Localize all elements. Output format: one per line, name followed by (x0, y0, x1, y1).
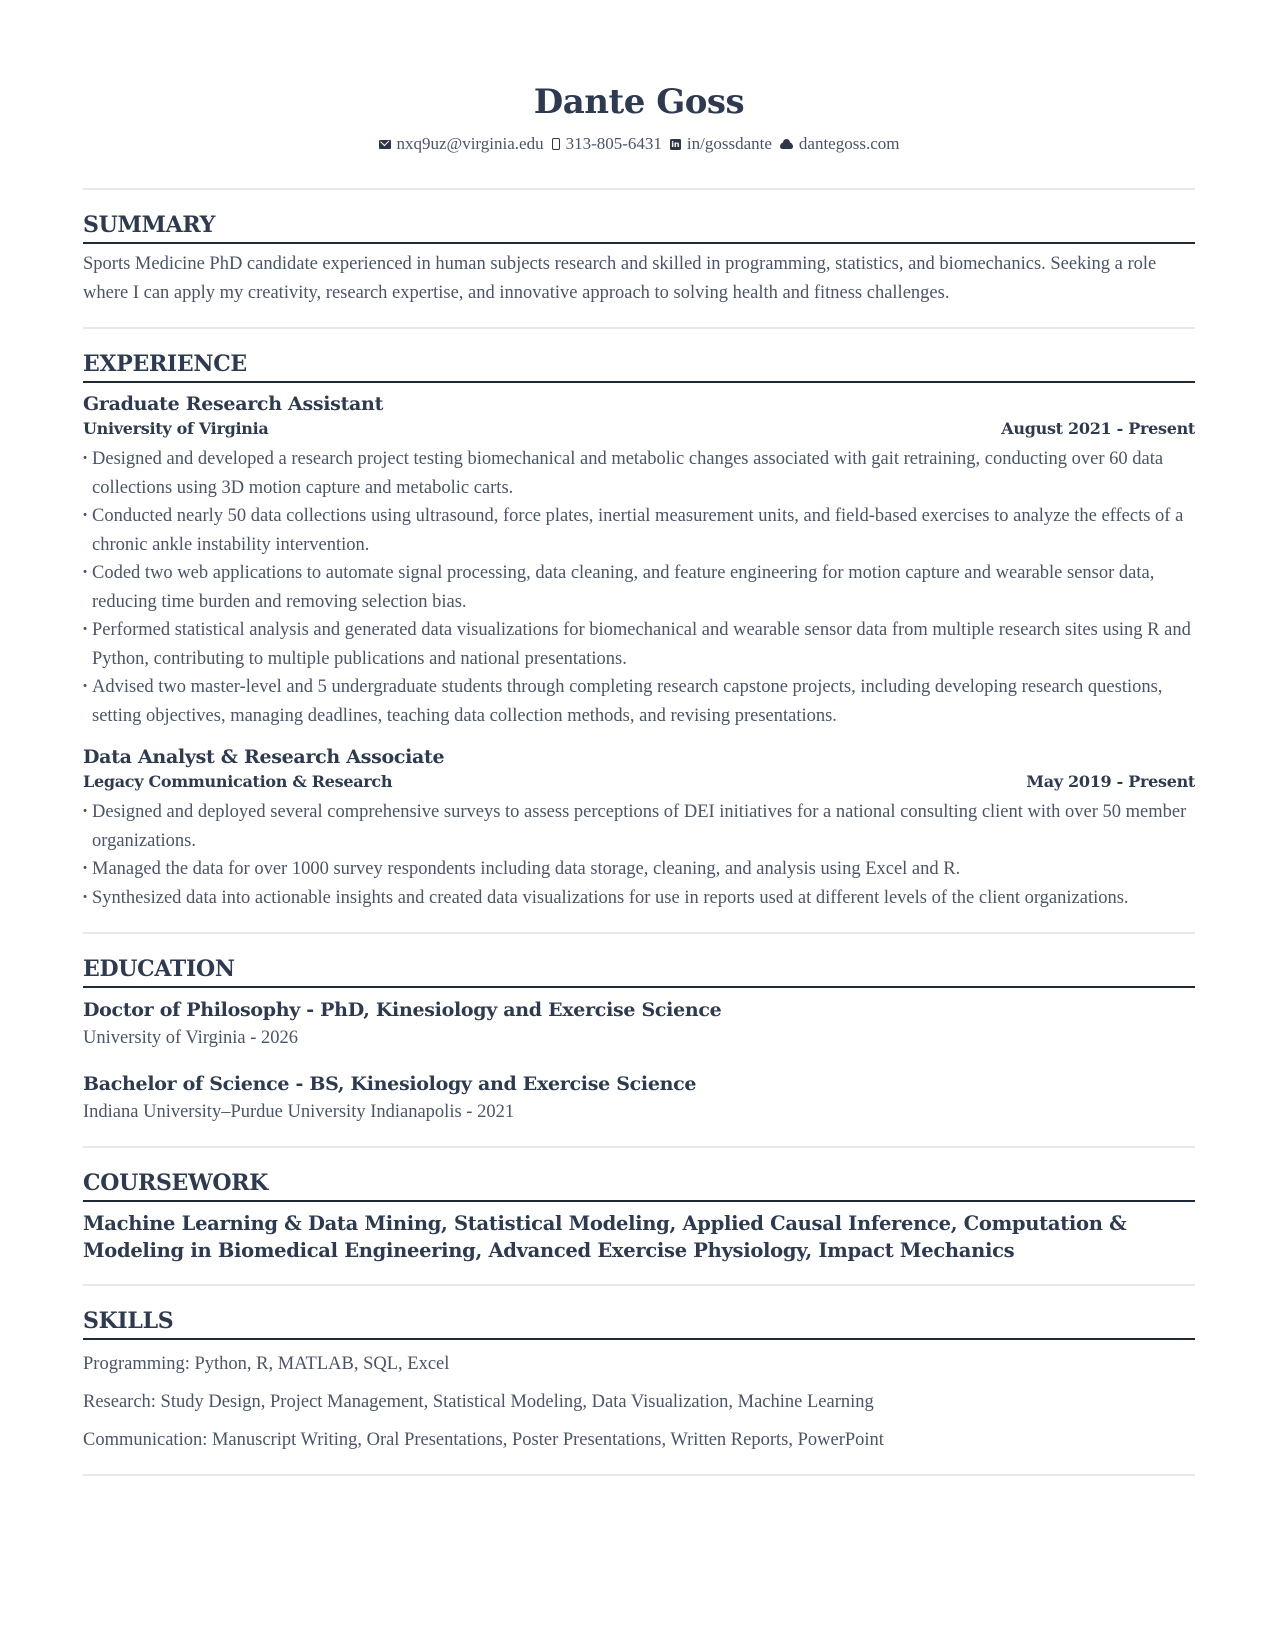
coursework-section (83, 1148, 1195, 1264)
skills-section (83, 1286, 1195, 1474)
job-bullet: · Designed and developed a research project testing biomechanical and metabolic changes associated with gait retraining, conducting over 60 data collections using 3D motion capture and metabolic carts. (83, 445, 1195, 502)
job-date-range: May 2019 - Present (1026, 772, 1195, 791)
job-bullet: · Designed and deployed several comprehensive surveys to assess perceptions of DEI initiatives for a national consulting client with over 50 member organizations. (83, 798, 1195, 855)
job-meta-row (83, 417, 1195, 441)
experience-section (83, 329, 1195, 932)
job-bullets (83, 798, 1195, 912)
job-organization: Legacy Communication & Research (83, 772, 393, 791)
education-entry (83, 1070, 1195, 1126)
job-bullets (83, 445, 1195, 730)
skill-line: Communication: Manuscript Writing, Oral Presentations, Poster Presentations, Written Reports, PowerPoint (83, 1430, 884, 1450)
section-title-education: EDUCATION (83, 954, 1195, 988)
contact-row (83, 134, 1195, 154)
contact-website[interactable] (780, 134, 900, 154)
education-school: Indiana University–Purdue University Indianapolis - 2021 (83, 1102, 515, 1122)
contact-website-text[interactable]: dantegoss.com (798, 134, 900, 153)
mail-icon (379, 140, 391, 149)
job-entry (83, 744, 1195, 912)
job-title: Graduate Research Assistant (83, 393, 384, 415)
job-bullet: · Advised two master-level and 5 undergraduate students through completing research capstone projects, including developing research questions, setting objectives, managing deadlines, teaching data collection methods, and revising presentations. (83, 673, 1195, 730)
job-organization: University of Virginia (83, 419, 269, 438)
job-meta-row (83, 770, 1195, 794)
job-bullet: · Coded two web applications to automate signal processing, data cleaning, and feature engineering for motion capture and wearable sensor data, reducing time burden and removing selection bias. (83, 559, 1195, 616)
section-divider (83, 1474, 1195, 1476)
linkedin-icon: in (671, 139, 680, 149)
job-bullet: · Synthesized data into actionable insights and created data visualizations for use in reports used at different levels of the client organizations. (83, 884, 1195, 913)
skill-line: Research: Study Design, Project Management, Statistical Modeling, Data Visualization, Machine Learning (83, 1392, 874, 1412)
section-title-summary: SUMMARY (83, 210, 1195, 244)
section-title-skills: SKILLS (83, 1306, 1195, 1340)
summary-text: Sports Medicine PhD candidate experienced in human subjects research and skilled in programming, statistics, and biomechanics. Seeking a role where I can apply my creativity, research expertise, and innovative approach to solving health and fitness challenges. (83, 254, 1157, 303)
education-section (83, 934, 1195, 1146)
skill-line: Programming: Python, R, MATLAB, SQL, Excel (83, 1354, 450, 1374)
cloud-icon (780, 142, 793, 149)
contact-phone[interactable] (552, 134, 662, 154)
summary-section (83, 190, 1195, 307)
coursework-list: Machine Learning & Data Mining, Statistical Modeling, Applied Causal Inference, Computation & Modeling in Biomedical Engineering, Advanced Exercise Physiology, Impact Mechanics (83, 1212, 1127, 1262)
job-date-range: August 2021 - Present (1001, 419, 1195, 438)
phone-icon (552, 138, 560, 150)
section-title-coursework: COURSEWORK (83, 1168, 1195, 1202)
contact-email-text[interactable]: nxq9uz@virginia.edu (396, 134, 544, 153)
education-entry (83, 996, 1195, 1052)
contact-linkedin[interactable] (670, 134, 772, 154)
education-degree: Doctor of Philosophy - PhD, Kinesiology and Exercise Science (83, 999, 722, 1021)
contact-linkedin-text[interactable]: in/gossdante (686, 134, 772, 153)
contact-email[interactable] (379, 134, 544, 154)
resume-page (83, 0, 1195, 1476)
education-school: University of Virginia - 2026 (83, 1028, 299, 1048)
contact-phone-text[interactable]: 313-805-6431 (565, 134, 662, 153)
job-bullet: · Performed statistical analysis and generated data visualizations for biomechanical and wearable sensor data from multiple research sites using R and Python, contributing to multiple publications and national presentations. (83, 616, 1195, 673)
job-bullet: · Conducted nearly 50 data collections using ultrasound, force plates, inertial measurement units, and field-based exercises to analyze the effects of a chronic ankle instability intervention. (83, 502, 1195, 559)
job-entry (83, 391, 1195, 730)
resume-header (83, 0, 1195, 154)
section-title-experience: EXPERIENCE (83, 349, 1195, 383)
candidate-name: Dante Goss (533, 82, 745, 122)
job-title: Data Analyst & Research Associate (83, 746, 445, 768)
education-degree: Bachelor of Science - BS, Kinesiology and Exercise Science (83, 1073, 697, 1095)
job-bullet: · Managed the data for over 1000 survey respondents including data storage, cleaning, and analysis using Excel and R. (83, 855, 1195, 884)
